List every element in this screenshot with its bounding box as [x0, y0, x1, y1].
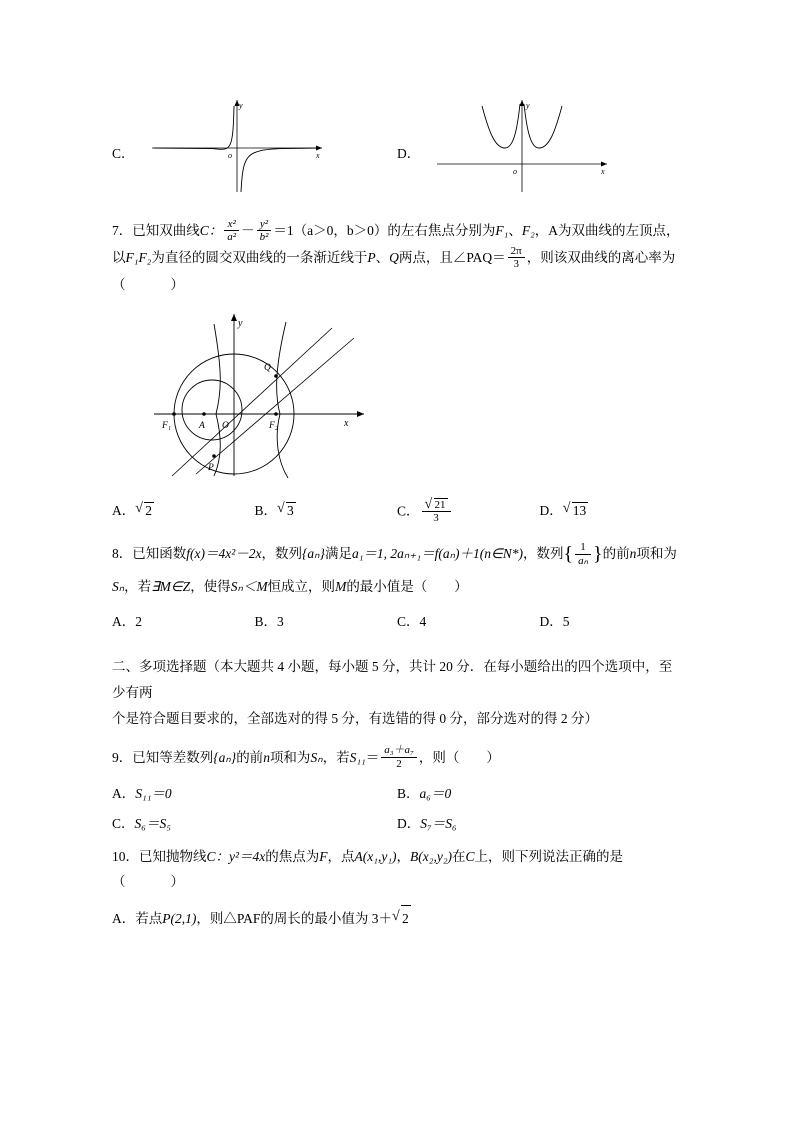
q9-option-b-label: B．	[397, 785, 420, 801]
q7-option-d-label: D．	[539, 502, 563, 518]
q10-t1: 已知抛物线	[139, 848, 207, 864]
q9-t2: 的前	[236, 749, 264, 765]
question-7	[112, 218, 682, 298]
q8-n: n	[629, 546, 637, 562]
label-p: P	[208, 462, 214, 473]
q10-f: F	[319, 848, 328, 864]
question-10	[112, 844, 682, 895]
q8-option-c-value: 4	[419, 613, 427, 629]
q9-s11: S₁₁	[349, 749, 366, 765]
q8-line-2	[112, 574, 682, 600]
q8-t10: 的最小值是（ ）	[346, 579, 468, 595]
q9-t4: ，若	[322, 749, 350, 765]
q10-eq: y²＝4x	[229, 848, 266, 864]
q8-m: M	[335, 579, 347, 595]
q8-t5: 的前	[602, 546, 630, 562]
q7-text-2: ，A为双曲线的左顶点，	[534, 223, 680, 238]
q9-option-b-value: a₆＝0	[419, 785, 452, 801]
q7-option-a[interactable]	[112, 499, 255, 526]
q9-option-a-label: A．	[112, 785, 136, 801]
q8-seq: {aₙ}	[302, 546, 325, 562]
q7-c-label: C：	[199, 223, 223, 238]
q8-option-d-label: D．	[539, 613, 563, 629]
q7-line2-a: 以	[112, 250, 126, 266]
section-2-line-1: 二、多项选择题（本大题共 4 小题，每小题 5 分，共计 20 分．在每小题给出的四个选项中，至少有两	[112, 658, 673, 700]
q10-option-a-text-2: ，则△PAF的周长的最小值为 3＋	[196, 910, 393, 926]
top-figures-row	[112, 92, 682, 202]
q10-option-a-label: A．	[112, 910, 136, 926]
q10-t5: 在	[452, 848, 466, 864]
q9-option-c-value: S₆＝S₅	[134, 815, 171, 831]
q9-eq: ＝	[365, 749, 380, 765]
q7-option-b-label: B．	[254, 502, 278, 518]
q8-t1: 已知函数	[132, 546, 187, 562]
q10-a: A(x₁,y₁)	[354, 848, 397, 864]
q8-option-b-value: 3	[277, 613, 284, 629]
q9-n: n	[263, 749, 270, 765]
label-q: Q	[264, 362, 271, 373]
figure-option-d	[397, 92, 682, 202]
origin-label: o	[228, 151, 232, 160]
q9-t1: 已知等差数列	[132, 749, 214, 765]
q9-option-c[interactable]	[112, 812, 397, 832]
figure-c-label: C．	[112, 146, 135, 161]
q7-f1: F₁	[495, 223, 509, 238]
q9-option-b[interactable]	[397, 782, 682, 802]
q9-options-row-2	[112, 812, 682, 832]
q8-option-b[interactable]	[255, 610, 398, 630]
axis-label-x: x	[316, 151, 320, 160]
q10-option-a-text-1: 若点	[135, 910, 163, 926]
q7-option-d-value: √ 13	[563, 502, 589, 519]
q7-frac-y2b2: $\frac{\text{y²}}{\text{b²}}$	[257, 218, 272, 244]
label-o: O	[222, 420, 229, 431]
q7-options	[112, 499, 682, 526]
q9-option-a[interactable]	[112, 782, 397, 802]
q10-cc: C	[465, 848, 475, 864]
q9-line-1	[112, 745, 682, 772]
figure-d-label: D．	[397, 146, 421, 161]
q10-t4: ，	[396, 848, 411, 864]
axis-label-x: x	[601, 167, 605, 176]
q7-figure	[136, 304, 682, 489]
q8-t4: ，数列	[522, 546, 564, 562]
q8-sn: Sₙ	[112, 579, 125, 595]
q8-t6: 项和为	[636, 546, 677, 562]
axis-label-y: y	[526, 101, 530, 110]
q7-option-c-label: C．	[397, 503, 420, 519]
q7-line2-c: 、	[375, 250, 390, 266]
q8-line-1	[112, 536, 682, 574]
q10-line-1	[112, 844, 682, 870]
q7-option-b[interactable]	[255, 499, 398, 526]
q7-text-1: 已知双曲线	[132, 223, 200, 238]
q8-options	[112, 610, 682, 630]
hyperbola-graph-c	[142, 92, 332, 197]
q7-f2: F₂	[521, 223, 535, 238]
q8-number: 8．	[112, 546, 133, 562]
q7-minus: －	[241, 223, 255, 238]
q10-t2: 的焦点为	[265, 848, 320, 864]
q9-option-c-label: C．	[112, 815, 135, 831]
q8-t3: 满足	[324, 546, 352, 562]
even-function-graph-d	[427, 92, 617, 197]
q9-option-d-label: D．	[397, 815, 421, 831]
q10-option-a-sqrt: √ 2	[392, 905, 411, 932]
q8-option-d[interactable]	[540, 610, 683, 630]
q8-exists: ∃M∈Z	[151, 579, 191, 595]
q9-sn: Sₙ	[310, 749, 323, 765]
q7-option-a-label: A．	[112, 502, 136, 518]
q7-option-a-value: √ 2	[135, 502, 154, 519]
q7-angle-frac: $\frac{2\pi}{3}$	[508, 245, 525, 271]
q10-t6: 上，则下列说法正确的是	[474, 848, 624, 864]
q8-option-d-value: 5	[562, 613, 570, 629]
q8-t8: ，使得	[190, 579, 231, 595]
q10-t3: ，点	[327, 848, 355, 864]
q8-t9: 恒成立，则	[267, 579, 336, 595]
question-9	[112, 745, 682, 772]
q8-brace-frac: $\frac{1}{\text{aₙ}}$	[575, 541, 591, 567]
figure-d-graph	[427, 92, 617, 202]
q7-option-b-value: √ 3	[277, 502, 296, 519]
q7-f1f2: F₁F₂	[125, 250, 152, 266]
q7-answer-blank: （ ）	[112, 277, 190, 293]
q9-number: 9．	[112, 749, 133, 765]
q7-sep: 、	[508, 223, 522, 238]
q9-seq: {aₙ}	[213, 749, 237, 765]
label-y: y	[238, 317, 243, 329]
origin-label: o	[513, 167, 517, 176]
q10-c: C：	[206, 848, 230, 864]
section-2-heading	[112, 654, 682, 733]
q9-option-a-value: S₁₁＝0	[135, 785, 172, 801]
q10-option-a-point: P(2,1)	[162, 910, 197, 926]
q8-t2: ，数列	[261, 546, 303, 562]
label-f1: F₁	[162, 420, 172, 431]
question-8	[112, 536, 682, 600]
q10-b: B(x₂,y₂)	[410, 848, 453, 864]
axis-label-y: y	[239, 101, 243, 110]
q7-option-c-value: √ $\frac{21}{3}$	[422, 498, 451, 525]
q9-options-row-1	[112, 782, 682, 802]
label-a: A	[199, 420, 205, 431]
q9-t3: 项和为	[269, 749, 311, 765]
q8-option-b-label: B．	[254, 613, 278, 629]
q8-t7: ，若	[124, 579, 152, 595]
q7-line-1	[112, 218, 682, 245]
q8-fx: f(x)＝4x²－2x	[186, 546, 262, 562]
q9-option-d-value: S₇＝S₆	[420, 815, 457, 831]
q8-cond: a₁＝1, 2aₙ₊₁＝f(aₙ)＋1(n∈N*)	[351, 546, 523, 562]
q9-option-d[interactable]	[397, 812, 682, 832]
label-f2: F₂	[269, 420, 279, 431]
q7-line2-d: 两点，且∠PAQ＝	[398, 250, 506, 266]
label-x: x	[344, 417, 349, 429]
q10-number: 10．	[112, 848, 139, 864]
q8-option-a[interactable]	[112, 610, 255, 630]
q7-eq-1: ＝1（a＞0，b＞0）的左右焦点分别为	[273, 223, 496, 238]
q10-answer-blank: （ ）	[112, 874, 190, 890]
q7-line-2	[112, 245, 682, 272]
q8-option-c[interactable]	[397, 610, 540, 630]
q8-option-a-value: 2	[135, 613, 142, 629]
q7-line2-e: ，则该双曲线的离心率为	[526, 250, 676, 266]
figure-c-graph	[142, 92, 332, 202]
q8-ineq: Sₙ＜M	[230, 579, 268, 595]
q9-t5: ，则（ ）	[418, 749, 500, 765]
q7-option-d[interactable]	[540, 499, 683, 526]
q8-option-c-label: C．	[397, 613, 420, 629]
q7-point-q: Q	[389, 250, 399, 266]
q8-brace-close: }	[592, 543, 603, 566]
q9-frac: $\frac{\text{a₃＋a₇}}{2}$	[381, 744, 417, 770]
figure-option-c	[112, 92, 397, 202]
q7-number: 7．	[112, 223, 133, 238]
section-2-line-2: 个是符合题目要求的，全部选对的得 5 分，有选错的得 0 分，部分选对的得 2 分）	[112, 711, 598, 727]
q10-option-a[interactable]	[112, 905, 682, 932]
q7-option-c[interactable]	[397, 499, 540, 526]
q8-option-a-label: A．	[112, 613, 136, 629]
q7-line2-b: 为直径的圆交双曲线的一条渐近线于	[151, 250, 368, 266]
q7-frac-x2a2: $\frac{\text{x²}}{\text{a²}}$	[224, 218, 239, 244]
q8-brace-open: {	[563, 543, 574, 566]
q7-point-p: P	[367, 250, 376, 266]
hyperbola-circle-figure	[136, 304, 396, 484]
